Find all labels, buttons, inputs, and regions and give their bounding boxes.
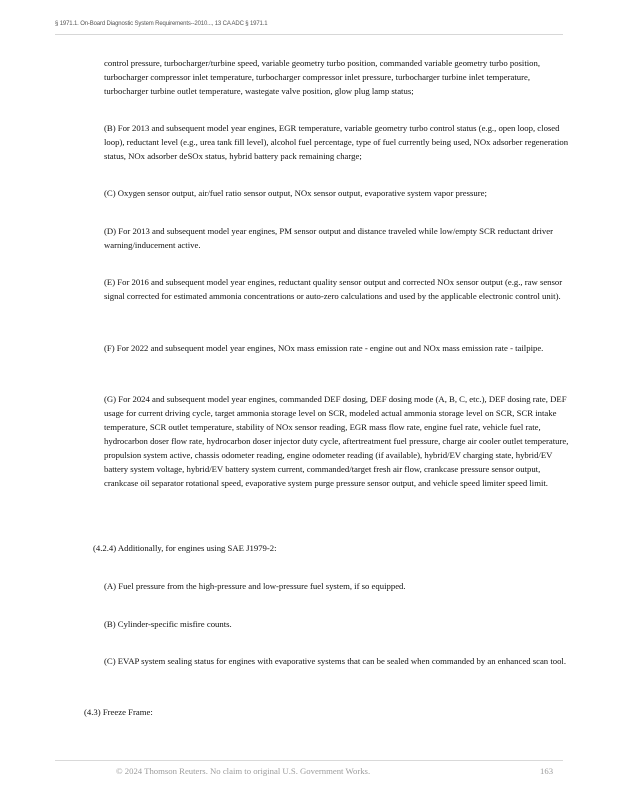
section-4-3: (4.3) Freeze Frame:	[84, 707, 153, 717]
page-number: 163	[540, 766, 554, 776]
paragraph-d: (D) For 2013 and subsequent model year engines, PM sensor output and distance traveled while low/empty SCR reductant driver warning/inducement active.	[104, 226, 554, 250]
paragraph-g: (G) For 2024 and subsequent model year engines, commanded DEF dosing, DEF dosing mode (A, B, C, etc.), DEF dosing rate, DEF usage for current driving cycle, target ammonia storage level on SCR, modeled actual ammonia storage level on SCR, SCR intake temperature, SCR outlet temperature, stability of NOx sensor reading, EGR mass flow rate, engine fuel rate, vehicle fuel rate, hydrocarbon doser flow rate, hydrocarbon doser injector duty cycle, aftertreatment fuel pressure, charge air cooler outlet temperature, propulsion system active, chassis odometer reading, engine odometer reading (if available), hybrid/EV charging state, hybrid/EV battery system voltage, hybrid/EV battery system current, commanded/target fresh air flow, crankcase pressure sensor output, crankcase oil separator rotational speed, evaporative system purge pressure sensor output, and vehicle speed limiter speed limit.	[104, 394, 569, 488]
paragraph-b: (B) For 2013 and subsequent model year engines, EGR temperature, variable geometry turbo control status (e.g., open loop, closed loop), reductant level (e.g., urea tank fill level), alcohol fuel percentage, type of fuel currently being used, NOx adsorber regeneration status, NOx adsorber deSOx status, hybrid battery pack remaining charge;	[104, 123, 569, 161]
header-divider	[55, 34, 563, 35]
paragraph-4-2-4-b: (B) Cylinder-specific misfire counts.	[104, 619, 232, 629]
paragraph-4-2-4-a: (A) Fuel pressure from the high-pressure and low-pressure fuel system, if so equipped.	[104, 581, 406, 591]
paragraph-f: (F) For 2022 and subsequent model year engines, NOx mass emission rate - engine out and NOx mass emission rate - tailpipe.	[104, 343, 544, 353]
running-header: § 1971.1. On-Board Diagnostic System Requirements--2010..., 13 CA ADC § 1971.1	[55, 21, 268, 27]
paragraph-c: (C) Oxygen sensor output, air/fuel ratio sensor output, NOx sensor output, evaporative system vapor pressure;	[104, 188, 487, 198]
paragraph-4-2-4-c: (C) EVAP system sealing status for engines with evaporative systems that can be sealed when commanded by an enhanced scan tool.	[104, 656, 567, 666]
footer-copyright: © 2024 Thomson Reuters. No claim to original U.S. Government Works.	[116, 766, 371, 776]
footer-divider	[55, 760, 563, 761]
paragraph-e: (E) For 2016 and subsequent model year engines, reductant quality sensor output and corrected NOx sensor output (e.g., raw sensor signal corrected for estimated ammonia concentrations or auto-zero calculations and used by the applicable electronic control unit).	[104, 277, 563, 301]
section-4-2-4: (4.2.4) Additionally, for engines using SAE J1979-2:	[93, 543, 277, 553]
paragraph-continuation: control pressure, turbocharger/turbine speed, variable geometry turbo position, commanded variable geometry turbo position, turbocharger compressor inlet temperature, turbocharger compressor inlet pressure, turbocharger turbine inlet temperature, turbocharger turbine outlet temperature, wastegate valve position, glow plug lamp status;	[104, 58, 541, 96]
